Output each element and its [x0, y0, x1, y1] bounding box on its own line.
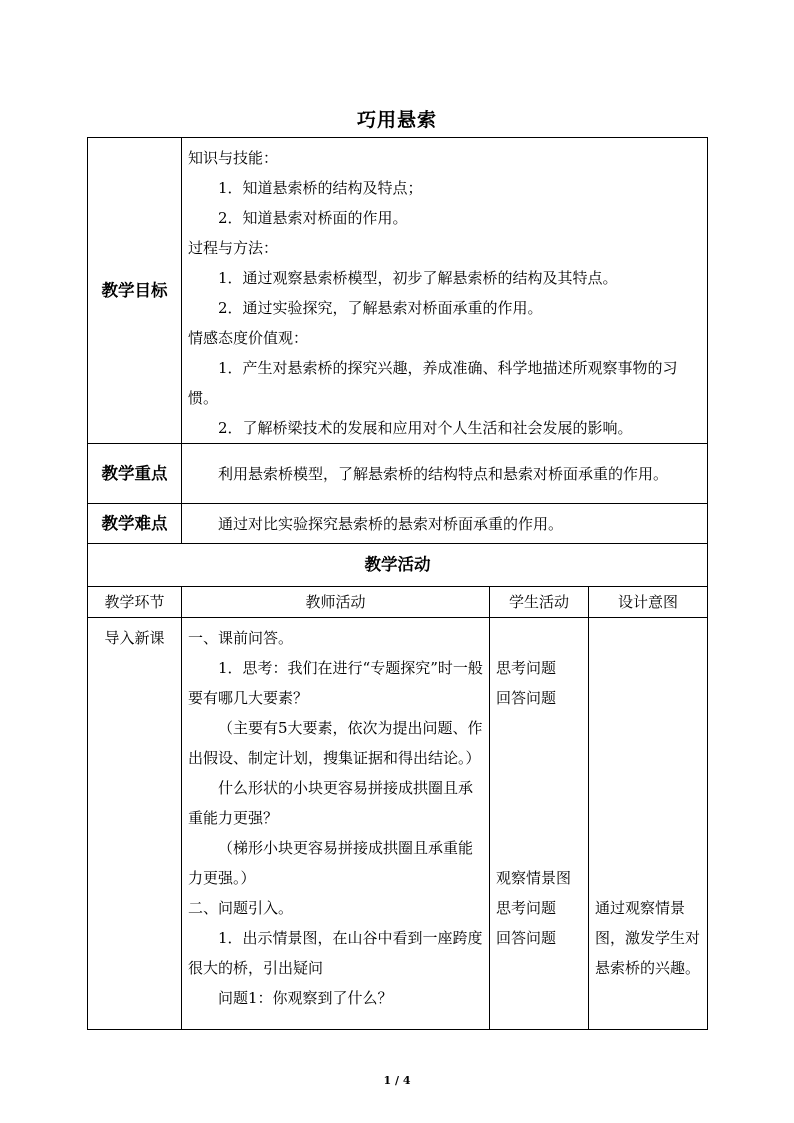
student-line: 回答问题 — [496, 689, 557, 707]
key-points-row — [88, 444, 708, 504]
objectives-label: 教学目标 — [88, 138, 182, 444]
page-number: 1 / 4 — [383, 1074, 411, 1087]
key-points-content — [182, 444, 708, 504]
teacher-line: （主要有5大要素，依次为提出问题、作出假设、制定计划，搜集证据和得出结论。） — [188, 719, 483, 767]
student-activity — [490, 618, 589, 1030]
objectives-line: 2．知道悬索对桥面的作用。 — [218, 209, 408, 227]
objectives-line: 知识与技能： — [188, 149, 279, 167]
intent-text: 通过观察情景图，激发学生对悬索桥的兴趣。 — [595, 899, 701, 977]
activities-title: 教学活动 — [88, 544, 708, 587]
lesson-plan-table — [87, 137, 708, 1030]
student-gap — [496, 713, 582, 863]
objectives-line: 过程与方法： — [188, 239, 279, 257]
design-intent — [589, 618, 708, 1030]
header-intent: 设计意图 — [589, 587, 708, 618]
difficulties-content — [182, 504, 708, 544]
document-title: 巧用悬索 — [356, 109, 437, 131]
teacher-line: 一、课前问答。 — [188, 629, 294, 647]
teacher-line: 1．思考：我们在进行“专题探究”时一般要有哪几大要素？ — [188, 659, 483, 707]
teacher-activity — [182, 618, 490, 1030]
key-points-text: 利用悬索桥模型，了解悬索桥的结构特点和悬索对桥面承重的作用。 — [218, 464, 669, 483]
objectives-line: 1．通过观察悬索桥模型，初步了解悬索桥的结构及其特点。 — [218, 269, 618, 287]
header-stage: 教学环节 — [88, 587, 182, 618]
student-line: 思考问题 — [496, 899, 557, 917]
student-line: 观察情景图 — [496, 869, 572, 887]
activities-title-row — [88, 544, 708, 587]
teacher-line: 1．出示情景图，在山谷中看到一座跨度很大的桥，引出疑问 — [188, 929, 483, 977]
activity-row — [88, 618, 708, 1030]
header-teacher: 教师活动 — [182, 587, 490, 618]
objectives-line: 2．了解桥梁技术的发展和应用对个人生活和社会发展的影响。 — [218, 419, 633, 437]
key-points-label: 教学重点 — [88, 444, 182, 504]
student-line: 回答问题 — [496, 929, 557, 947]
teacher-line: （梯形小块更容易拼接成拱圈且承重能力更强。） — [188, 839, 474, 887]
student-line: 思考问题 — [496, 659, 557, 677]
teacher-line: 什么形状的小块更容易拼接成拱圈且承重能力更强？ — [188, 779, 474, 827]
objectives-content — [182, 138, 708, 444]
activity-stage: 导入新课 — [88, 618, 182, 1030]
teacher-line: 二、问题引入。 — [188, 899, 294, 917]
header-student: 学生活动 — [490, 587, 589, 618]
teacher-line: 问题1：你观察到了什么？ — [218, 989, 393, 1007]
objectives-line: 1．知道悬索桥的结构及特点； — [218, 179, 423, 197]
objectives-line: 情感态度价值观： — [188, 329, 309, 347]
difficulties-row — [88, 504, 708, 544]
objectives-row — [88, 138, 708, 444]
objectives-line: 2．通过实验探究，了解悬索对桥面承重的作用。 — [218, 299, 543, 317]
difficulties-label: 教学难点 — [88, 504, 182, 544]
difficulties-text: 通过对比实验探究悬索桥的悬索对桥面承重的作用。 — [218, 514, 564, 533]
objectives-line: 1．产生对悬索桥的探究兴趣，养成准确、科学地描述所观察事物的习惯。 — [188, 359, 678, 407]
activities-header-row — [88, 587, 708, 618]
